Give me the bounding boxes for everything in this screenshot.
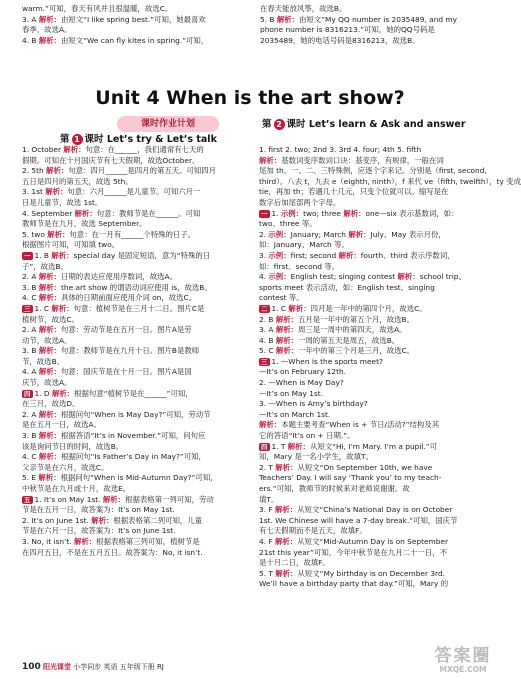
lesson-1-number-badge: 1 [72, 134, 83, 145]
answer-line: 在春天能放风筝，故选B。 [260, 4, 347, 13]
answer-line: 2. T 解析：从短文“On September 10th, we have [259, 462, 433, 472]
answer-line: third）。八去 t，九去 e（eighth, ninth），f 来代 ve（fifth, twelfth），ty 变成 [259, 176, 521, 186]
answer-line: 5. T 解析：从短文“My birthday is on December 3rd. [259, 568, 445, 578]
answer-line: 1. October 解析：句意：在______，我们通常有七天的 [22, 145, 204, 154]
answer-line: 解析：基数词变序数词口诀：基变序，有规律，一般在词 [259, 155, 444, 165]
answer-line: 2. B 解析：五月是一年中的第五个月，故选B。 [259, 314, 414, 324]
answer-line: 子”，故选B。 [22, 261, 68, 271]
answer-line: 5. E 解析：根据问句“When is Mid-Autumn Day?”可知， [22, 473, 218, 483]
answer-line: 节是在五月一日，故答案为：It’s on May 1st. [22, 505, 175, 515]
answer-line: 3. B 解析：句意：教师节是在九月十日。图片B是教师 [22, 346, 200, 356]
answer-line: 1st. We Chinese will have a 7-day break.”可知，国庆节 [259, 515, 458, 525]
page-number: 100 [22, 662, 41, 672]
answer-line: 3. A 解析：周三是一周中的第四天，故选A。 [259, 325, 407, 335]
answer-line: 日是儿童节，故选 1st。 [22, 197, 103, 207]
answer-line: 4. 示例：English test; singing contest 解析：school trip、 [259, 272, 466, 282]
answer-line: 有七天假期而不是五天，故填F。 [259, 526, 367, 536]
lesson-2-number-badge: 2 [274, 119, 285, 130]
answer-line: 一 1. B 解析：special day 是固定短语，意为“特殊的日 [24, 250, 211, 260]
answer-line: 4. September 解析：句意：教师节是在______。可知 [22, 208, 201, 218]
answer-line: warm.”可知，春天有风并且很温暖，故选C。 [22, 4, 173, 13]
answer-line: 2. A 解析：根据问句“When is May Day?”可知，劳动节 [22, 409, 211, 419]
answer-line: —It’s on May 1st. [259, 388, 324, 398]
answer-line: Teachers’ Day. I will say ‘Thank you’ to my teach- [259, 473, 442, 483]
answer-line: 3. F 解析：从短文“China’s National Day is on October [259, 505, 453, 515]
answer-line: 是十月二日，故填F。 [259, 558, 330, 568]
answer-line: 一 1. 示例：two; three 解析：one—six 表示基数词，如： [261, 208, 459, 218]
answer-line: 2. 示例：January; March 解析：July、May 表示月份， [259, 229, 446, 239]
answer-line: 3. A 解析：由短文“I like spring best.”可知，她最喜欢 [22, 14, 206, 24]
answer-line: 4. A 解析：句意：国庆节是在十月一日。图片A是国 [22, 367, 192, 377]
lesson-1-title: 课时 Let’s try & Let’s talk [84, 134, 217, 145]
answer-line: 3. No, it isn’t. 解析：根据表格第三列可知，植树节是 [22, 536, 200, 546]
answer-line: 如：first、second 等。 [259, 261, 340, 271]
top-right-answers [260, 4, 482, 46]
brand-logo-text: 阳光课堂 [43, 663, 72, 671]
watermark-main: 答案圈 [434, 646, 492, 666]
answer-line: 2. A 解析：日期的表达应使用序数词，故选A。 [22, 272, 177, 282]
answer-line: 5. two 解析：句意：在一月有______个特殊的日子。 [22, 229, 196, 239]
answer-line: 5. C 解析：一年中的第三个月是三月，故选C。 [259, 346, 415, 356]
answer-line: 节，故选B。 [22, 356, 65, 366]
answer-line: 知，Mary 是一名小学生，故填T。 [259, 452, 373, 462]
answer-line: 1. first 2. two; 2nd 3. 3rd 4. four; 4th 5. fifth [259, 145, 422, 154]
answer-line: 3. 1st 解析：句意：六月______是儿童节。可知六月一 [22, 187, 201, 197]
lesson-1-prefix: 第 [60, 134, 70, 145]
answer-line: 填T。 [259, 494, 279, 504]
answer-line: 数字后加尾部两个字母。 [259, 197, 341, 207]
answer-line: 是在五月一日，故选A。 [22, 420, 101, 430]
answer-line: 2. —When is May Day? [259, 378, 344, 388]
answer-line: 5. B 解析：由短文“My QQ number is 2035489, and my [260, 14, 457, 24]
answer-line: —It’s on March 1st. [259, 409, 331, 419]
answer-line: 该是询问节日的时间，故选B。 [22, 441, 124, 451]
lesson-2-title: 课时 Let’s learn & Ask and answer [286, 119, 466, 130]
answer-line: 2. A 解析：句意：劳动节是在五月一日。图片A是劳 [22, 325, 192, 335]
answer-line: 它的答语“It’s on + 日期.”。 [259, 431, 355, 441]
answer-line: 教师节是在九月，故选 September。 [22, 219, 147, 229]
watermark-sub: MXQE.COM [439, 665, 487, 674]
answer-line: We’ll have a birthday party that day.”可知，Mary 的 [259, 579, 449, 589]
answer-line: 五 1. It’s on May 1st. 解析：根据表格第一列可知，劳动 [24, 494, 214, 504]
answer-line: 中秋节是在九月或十月，故选E。 [22, 484, 131, 493]
lesson-2-answers-column [259, 145, 521, 590]
book-info: 小学同步 英语 五年级下册 RJ [73, 663, 164, 671]
page-footer [22, 662, 164, 672]
answer-line: 二 1. C 解析：四月是一年中的第四个月，故选C。 [261, 303, 427, 313]
answer-line: 春季，故选A。 [22, 25, 72, 35]
answer-line: 父亲节是在六月，故选C。 [22, 462, 109, 472]
answer-line: 尾加 th。一、二、三特殊例，应逐个字来记。分别是（first, second, [259, 166, 487, 176]
answer-line: tie，再加 th；若遇几十几元，只变个位就可以。缩写是在 [259, 187, 449, 197]
answer-line: 2035489，她的电话号码是8316213，故选B。 [260, 35, 420, 45]
answer-line: 21st this year”可知，今年中秋节是在九月二十一日，不 [259, 547, 447, 557]
answer-line: —It’s on February 12th. [259, 367, 347, 377]
top-left-answers [22, 4, 247, 46]
answer-line: 4. B 解析：由短文“We can fly kites in spring.”可知， [22, 35, 209, 45]
answer-line: 2. It’s on June 1st. 解析：根据表格第二列可知，儿童 [22, 515, 203, 525]
answer-line: 4. C 解析：根据问句“Is Father’s Day in May?”可知， [22, 452, 206, 462]
answer-line: ers.”可知，教师节的时候来对老师说谢谢。故 [259, 484, 410, 493]
answer-line: 庆节，故选A。 [22, 378, 72, 388]
answer-line: 3. —When is Amy’s birthday? [259, 399, 368, 409]
homework-plan-banner: 课时作业计划 [117, 116, 219, 132]
answer-line: 如：January、March 等。 [259, 240, 349, 250]
answer-line: phone number is 8316213.”可知，她的QQ号码是 [260, 25, 435, 35]
answer-line: 4. C 解析：具体的日期前面应使用介词 on，故选C。 [22, 293, 197, 303]
answer-line: contest 等。 [259, 293, 304, 303]
answer-line: 节是在六月一日，故答案为：It’s on June 1st. [22, 526, 176, 536]
answer-line: sports meet 表示活动，如：English test、singing [259, 282, 435, 292]
answer-line: 五日是四月的第五天，故选 5th。 [22, 176, 133, 186]
answer-line: 三 1. —When is the sports meet? [261, 356, 383, 366]
answer-line: 2. 5th 解析：句意：四月______是四月的第五天。可知四月 [22, 166, 217, 176]
answer-line: 4. B 解析：一周的第五天是周五，故选B。 [259, 335, 400, 345]
answer-line: 在三月，故选D。 [22, 399, 80, 409]
answer-line: 根据图片可知，可知填 two。 [22, 240, 120, 250]
answer-line: 3. B 解析：the art show 的谓语动词应使用 is，故选B。 [22, 282, 212, 292]
answer-line: two、three 等。 [259, 219, 317, 229]
answer-line: 3. 示例：first; second 解析：fourth、third 表示序数词， [259, 250, 455, 260]
answer-line: 4. F 解析：从短文“Mid-Autumn Day is on September [259, 536, 448, 546]
answer-line: 动节，故选A。 [22, 335, 72, 345]
answer-line: 3. B 解析：根据答语“It’s in November.”可知，问句应 [22, 431, 206, 441]
answer-line: 在四月五日，不是在五月五日。故答案为：No, it isn’t. [22, 547, 203, 557]
lesson-2-prefix: 第 [262, 119, 272, 130]
answer-line: 解析：本题主要考查“When is + 节日/活动?”结构及其 [259, 420, 440, 430]
lesson-2-heading [262, 119, 466, 131]
unit-title: Unit 4 When is the art show? [95, 87, 405, 109]
answer-line: 三 1. C 解析：句意：植树节是在三月十二日。图片C是 [24, 303, 205, 313]
watermark-logo [430, 647, 496, 677]
answer-line: 四 1. T 解析：从短文“Hi, I’m Mary. I’m a pupil.”可 [261, 441, 438, 451]
answer-line: 四 1. D 解析：根据句意“植树节是在______”可知， [24, 388, 193, 398]
answer-line: 植树节，故选C。 [22, 314, 79, 324]
lesson-1-answers-column [22, 145, 248, 558]
answer-line: 假期。可知在十月国庆节有七天假期，故选October。 [22, 155, 200, 165]
